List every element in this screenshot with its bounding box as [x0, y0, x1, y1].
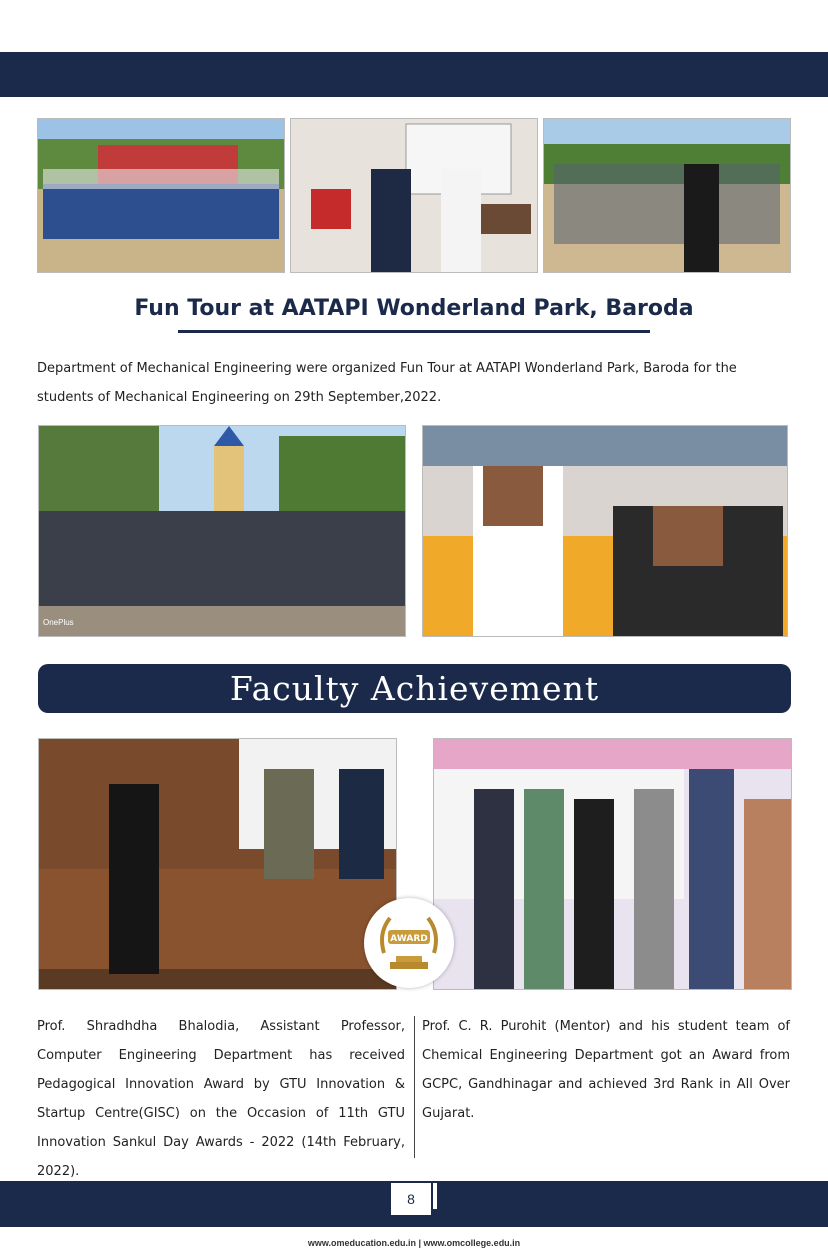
photo-gcpc-award-team — [433, 738, 792, 990]
photo-watermark: OnePlus — [43, 618, 74, 627]
photo-award-handover — [290, 118, 538, 273]
section-paragraph: Department of Mechanical Engineering were organized Fun Tour at AATAPI Wonderland Park, Baroda for the students of Mechanical Engineering on 29th September,2022. — [37, 361, 737, 405]
section-title: Fun Tour at AATAPI Wonderland Park, Baroda — [134, 296, 694, 321]
photo-group-outdoor-banner — [37, 118, 285, 273]
achievement-right-text: Prof. C. R. Purohit (Mentor) and his student team of Chemical Engineering Department got an Award from GCPC, Gandhinagar and achieved 3rd Rank in All Over Gujarat. — [422, 1019, 790, 1121]
photo-outdoor-handshake — [543, 118, 791, 273]
award-badge-label: AWARD — [390, 934, 428, 944]
photo-pedagogical-award — [38, 738, 397, 990]
column-divider — [414, 1016, 415, 1158]
top-header-bar — [0, 52, 828, 97]
faculty-achievement-banner: Faculty Achievement — [38, 664, 791, 713]
page-number: 8 — [389, 1181, 433, 1217]
achievement-left-text: Prof. Shradhdha Bhalodia, Assistant Professor, Computer Engineering Department has received Pedagogical Innovation Award by GTU Innovation & Startup Centre(GISC) on the Occasion of 11th GTU Innovation Sankul Day Awards - 2022 (14th February, 2022). — [37, 1019, 405, 1179]
title-underline — [178, 330, 650, 333]
footer-links: www.omeducation.edu.in | www.omcollege.edu.in — [307, 1238, 521, 1248]
photo-selfie-ride — [422, 425, 788, 637]
photo-group-wonderland-park — [38, 425, 406, 637]
award-badge — [364, 898, 454, 988]
